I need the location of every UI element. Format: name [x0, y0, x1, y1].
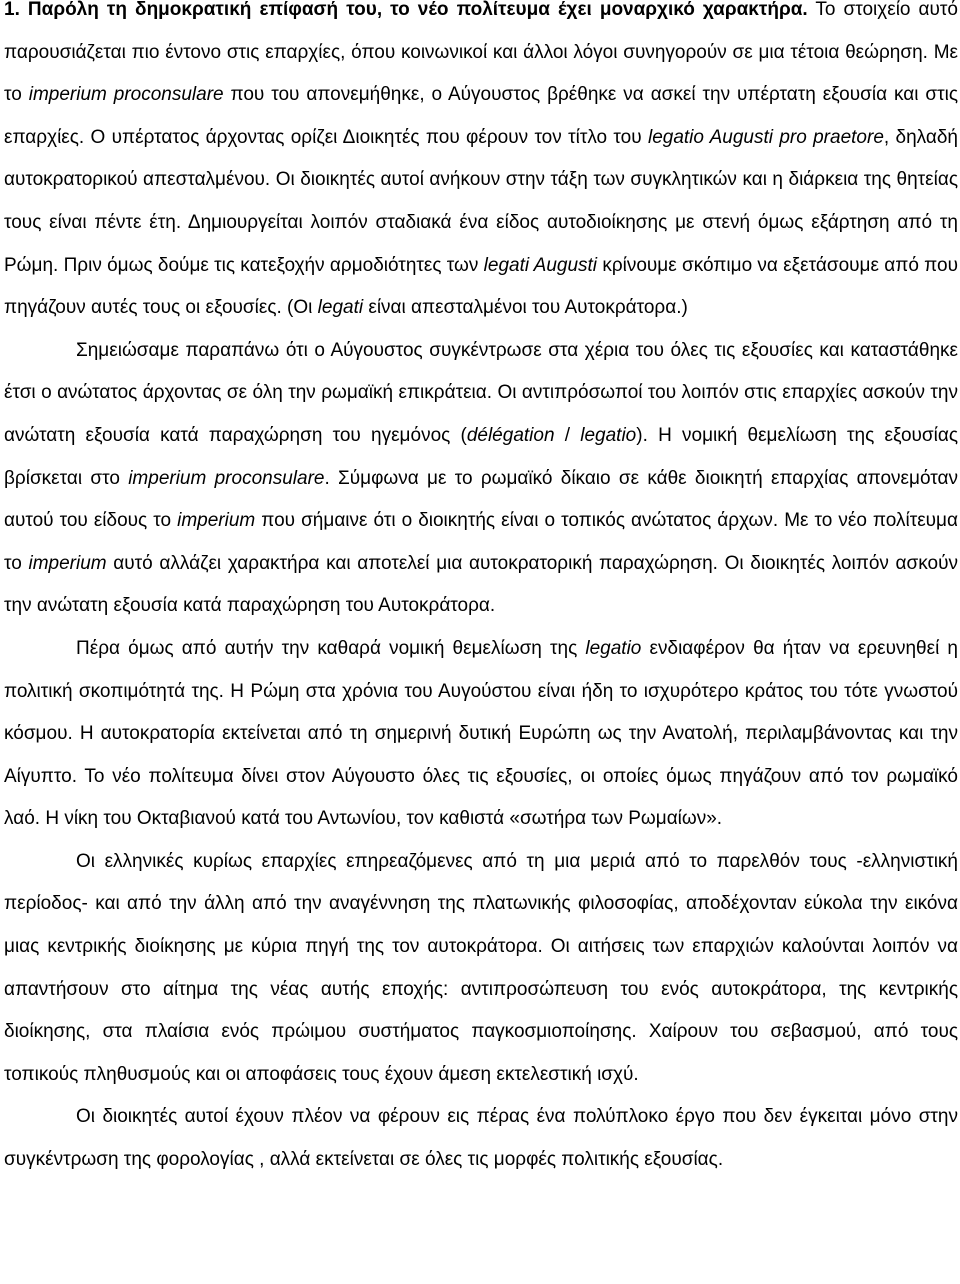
paragraph-1-lead: 1. Παρόλη τη δημοκρατική επίφασή του, το νέο πολίτευμα έχει μοναρχικό χαρακτήρα.	[4, 0, 808, 20]
paragraph-5: Οι διοικητές αυτοί έχουν πλέον να φέρουν εις πέρας ένα πολύπλοκο έργο που δεν έγκειται μόνο στην συγκέντρωση της φορολογίας , αλλά εκτείνεται σε όλες τις μορφές πολιτικής εξουσίας.	[4, 1106, 958, 1171]
paragraph-2: Σημειώσαμε παραπάνω ότι ο Αύγουστος συγκέντρωσε στα χέρια του όλες τις εξουσίες και καταστάθηκε έτσι ο ανώτατος άρχοντας σε όλη την ρωμαϊκή επικράτεια. Οι αντιπρόσωποί του λοιπόν στις επαρχίες ασκούν την ανώτατη εξουσία κατά παραχώρηση του ηγεμόνος (délégation / legatio). Η νομική θεμελίωση της εξουσίας βρίσκεται στο imperium proconsulare. Σύμφωνα με το ρωμαϊκό δίκαιο σε κάθε διοικητή επαρχίας απονεμόταν αυτού του είδους το imperium που σήμαινε ότι ο διοικητής είναι ο τοπικός ανώτατος άρχων. Με το νέο πολίτευμα το imperium αυτό αλλάζει χαρακτήρα και αποτελεί μια αυτοκρατορική παραχώρηση. Οι διοικητές λοιπόν ασκούν την ανώτατη εξουσία κατά παραχώρηση του Αυτοκράτορα.	[4, 339, 958, 617]
paragraph-4: Οι ελληνικές κυρίως επαρχίες επηρεαζόμενες από τη μια μεριά από το παρελθόν τους -ελληνιστική περίοδος- και από την άλλη από την αναγέννηση της πλατωνικής φιλοσοφίας, αποδέχονταν εύκολα την εικόνα μιας κεντρικής διοίκησης με κύρια πηγή της τον αυτοκράτορα. Οι αιτήσεις των επαρχιών καλούνται λοιπόν να απαντήσουν στο αίτημα της νέας αυτής εποχής: αντιπροσώπευση του ενός αυτοκράτορα, της κεντρικής διοίκησης, στα πλαίσια ενός πρώιμου συστήματος παγκοσμιοποίησης. Χαίρουν του σεβασμού, από τους τοπικούς πληθυσμούς και οι αποφάσεις τους έχουν άμεση εκτελεστική ισχύ.	[4, 850, 958, 1085]
section-number: 1.	[4, 0, 20, 20]
document-page	[4, 0, 958, 1182]
paragraph-1: 1. Παρόλη τη δημοκρατική επίφασή του, το νέο πολίτευμα έχει μοναρχικό χαρακτήρα. Το στοιχείο αυτό παρουσιάζεται πιο έντονο στις επαρχίες, όπου κοινωνικοί και άλλοι λόγοι συνηγορούν σε μια τέτοια θεώρηση. Με το imperium proconsulare που του απονεμήθηκε, ο Αύγουστος βρέθηκε να ασκεί την υπέρτατη εξουσία και στις επαρχίες. Ο υπέρτατος άρχοντας ορίζει Διοικητές που φέρουν τον τίτλο του legatio Augusti pro praetore, δηλαδή αυτοκρατορικού απεσταλμένου. Οι διοικητές αυτοί ανήκουν στην τάξη των συγκλητικών και η διάρκεια της θητείας τους είναι πέντε έτη. Δημιουργείται λοιπόν σταδιακά ένα είδος αυτοδιοίκησης με στενή όμως εξάρτηση από τη Ρώμη. Πριν όμως δούμε τις κατεξοχήν αρμοδιότητες των legati Augusti κρίνουμε σκόπιμο να εξετάσουμε από που πηγάζουν αυτές τους οι εξουσίες. (Οι legati είναι απεσταλμένοι του Αυτοκράτορα.)	[4, 0, 958, 319]
paragraph-3: Πέρα όμως από αυτήν την καθαρά νομική θεμελίωση της legatio ενδιαφέρον θα ήταν να ερευνηθεί η πολιτική σκοπιμότητά της. Η Ρώμη στα χρόνια του Αυγούστου είναι ήδη το ισχυρότερο κράτος του τότε γνωστού κόσμου. Η αυτοκρατορία εκτείνεται από τη σημερινή δυτική Ευρώπη ως την Ανατολή, περιλαμβάνοντας και την Αίγυπτο. Το νέο πολίτευμα δίνει στον Αύγουστο όλες τις εξουσίες, οι οποίες όμως πηγάζουν από τον ρωμαϊκό λαό. Η νίκη του Οκταβιανού κατά του Αντωνίου, τον καθιστά «σωτήρα των Ρωμαίων».	[4, 637, 958, 830]
